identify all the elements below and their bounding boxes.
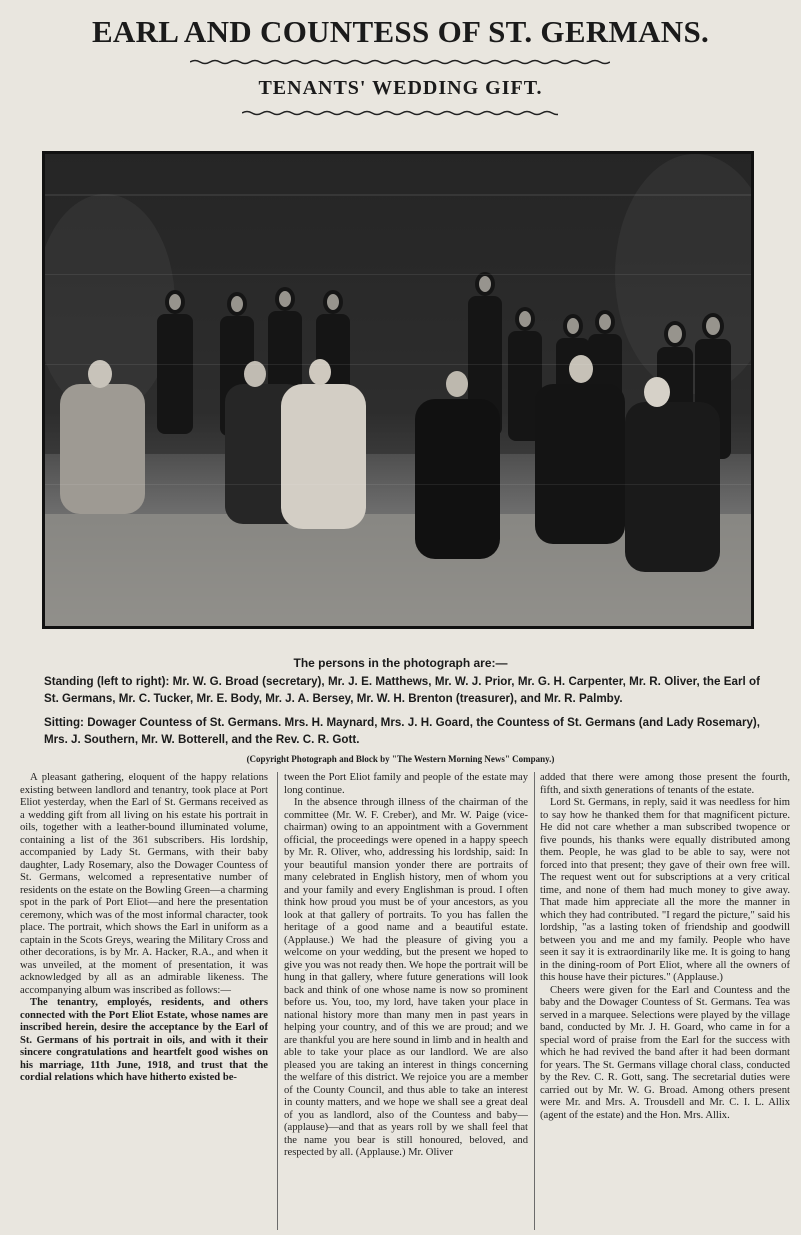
- wavy-rule-bottom: [242, 110, 558, 116]
- article-paragraph: In the absence through illness of the chairman of the committee (Mr. W. F. Creber), and Mr. W. Paige (vice-chairman) owing to an appointment with a Government official, the proceedings were opened in a happy speech by Mr. R. Oliver, who, addressing his lordship, said: In your beautiful mansion yonder there are portraits of many celebrated in English history, men of whom you and your family and every Englishman is proud. I often think how proud you must be of your ancestors, as you look at that gallery of portraits. To you has fallen the heritage of a good name and a beautiful estate. (Applause.) We had the pleasure of giving you a welcome on your wedding, but the present we hoped to give you was not ready then. We hope the portrait will be hung in that gallery, where future generations will look back and think of one whose name is now so prominent before us. You, too, my lord, have taken your place in national history more than many men in past years in helping your country, and of this we are proud; and we are thankful you are here sound in limb and in health and able to take your place as our landlord. We are also pleased you are taking an interest in things concerning the welfare of this district. We rejoice you are a member of the County Council, and thus able to take an interest in county matters, and we hope we shall see a great deal of you as landlord, also of the Countess and baby—(applause)—and that as years roll by we shall feel that the name you bear is still honoured, beloved, and respected by all. (Applause.) Mr. Oliver: [284, 797, 528, 1158]
- group-photograph: [42, 151, 754, 629]
- article-paragraph: Lord St. Germans, in reply, said it was needless for him to say how he thanked them for that magnificent picture. He did not care whether a man subscribed twopence or five pounds, his thanks were equally distributed among them. People, he was glad to be able to say, were not forced into that present; they gave of their own free will. The request went out for subscriptions at a very critical time, and none of them had much money to give away. That made him appreciate all the more the manner in which they had contributed. "I regard the picture," said his lordship, "as a lasting token of friendship and goodwill between you and me and my family. People who have seen it say it is extraordinarily like me. It is going to hang in the dining-room of Port Eliot, where all the owners of this house have their pictures." (Applause.): [540, 797, 790, 983]
- photo-copyright: (Copyright Photograph and Block by "The Western Morning News" Company.): [246, 754, 555, 764]
- headline: EARL AND COUNTESS OF ST. GERMANS.: [91, 14, 710, 49]
- column-divider: [534, 772, 535, 1230]
- article-column-2: [284, 772, 528, 1230]
- wavy-rule-top: [190, 59, 610, 65]
- article-paragraph: Cheers were given for the Earl and Countess and the baby and the Dowager Countess of St. Germans. Tea was served in a marquee. Selections were played by the village band, conducted by Mr. J. H. Goard, who came in for a special word of praise from the Earl for the success with which he had revived the band after it had been dormant for years. The St. Germans village choral class, conducted by the Rev. C. R. Gott, sang. The secretarial duties were carried out by Mr. W. G. Broad. Among others present were Mr. and Mrs. A. Trousdell and Mr. C. I. L. Allix (agent of the estate) and the Hon. Mrs. Allix.: [540, 984, 790, 1121]
- caption-standing: Standing (left to right): Mr. W. G. Broad (secretary), Mr. J. E. Matthews, Mr. W. J. Prior, Mr. G. H. Carpenter, Mr. R. Oliver, the Earl of St. Germans, Mr. C. Tucker, Mr. E. Body, Mr. J. A. Bersey, Mr. W. H. Brenton (treasurer), and Mr. R. Palmby.: [44, 675, 760, 705]
- article-paragraph: A pleasant gathering, eloquent of the happy relations existing between landlord and tenantry, took place at Port Eliot yesterday, when the Earl of St. Germans received as a wedding gift from all living on his estate his portrait in oils, together with a leather-bound illuminated volume, containing a list of the 361 subscribers. His lordship, accompanied by Lady St. Germans, with their baby daughter, Lady Rosemary, also the Dowager Countess of St. Germans, welcomed a representative number of residents on the estate on the Bowling Green—a charming spot in the park of Port Eliot—and here the presentation ceremony, which was of the most informal character, took place. The portrait, which shows the Earl in uniform as a captain in the Scots Greys, wearing the Military Cross and other decorations, is by Mr. A. Hacker, R.A., and when it was unveiled, at the moment of presentation, it was acknowledged by all as an admirable likeness. The accompanying album was inscribed as follows:—: [20, 772, 268, 996]
- article-paragraph: added that there were among those present the fourth, fifth, and sixth generations of tenants of the estate.: [540, 772, 790, 796]
- album-inscription: The tenantry, employés, residents, and others connected with the Port Eliot Estate, whose names are inscribed herein, desire the acceptance by the Earl of St. Germans of his portrait in oils, and with it their sincere congratulations and heartfelt good wishes on his marriage, 11th June, 1918, and trust that the cordial relations which have hitherto existed be-: [20, 997, 268, 1083]
- column-divider: [277, 772, 278, 1230]
- article-paragraph: tween the Port Eliot family and people of the estate may long continue.: [284, 772, 528, 796]
- article-column-3: [540, 772, 790, 1230]
- article-column-1: [20, 772, 268, 1230]
- caption-heading: The persons in the photograph are:—: [293, 656, 508, 670]
- photograph-image: [45, 154, 751, 626]
- caption-sitting: Sitting: Dowager Countess of St. Germans. Mrs. H. Maynard, Mrs. J. H. Goard, the Countess of St. Germans (and Lady Rosemary), Mrs. J. Southern, Mr. W. Botterell, and the Rev. C. R. Gott.: [44, 716, 760, 746]
- subheadline: TENANTS' WEDDING GIFT.: [258, 77, 543, 99]
